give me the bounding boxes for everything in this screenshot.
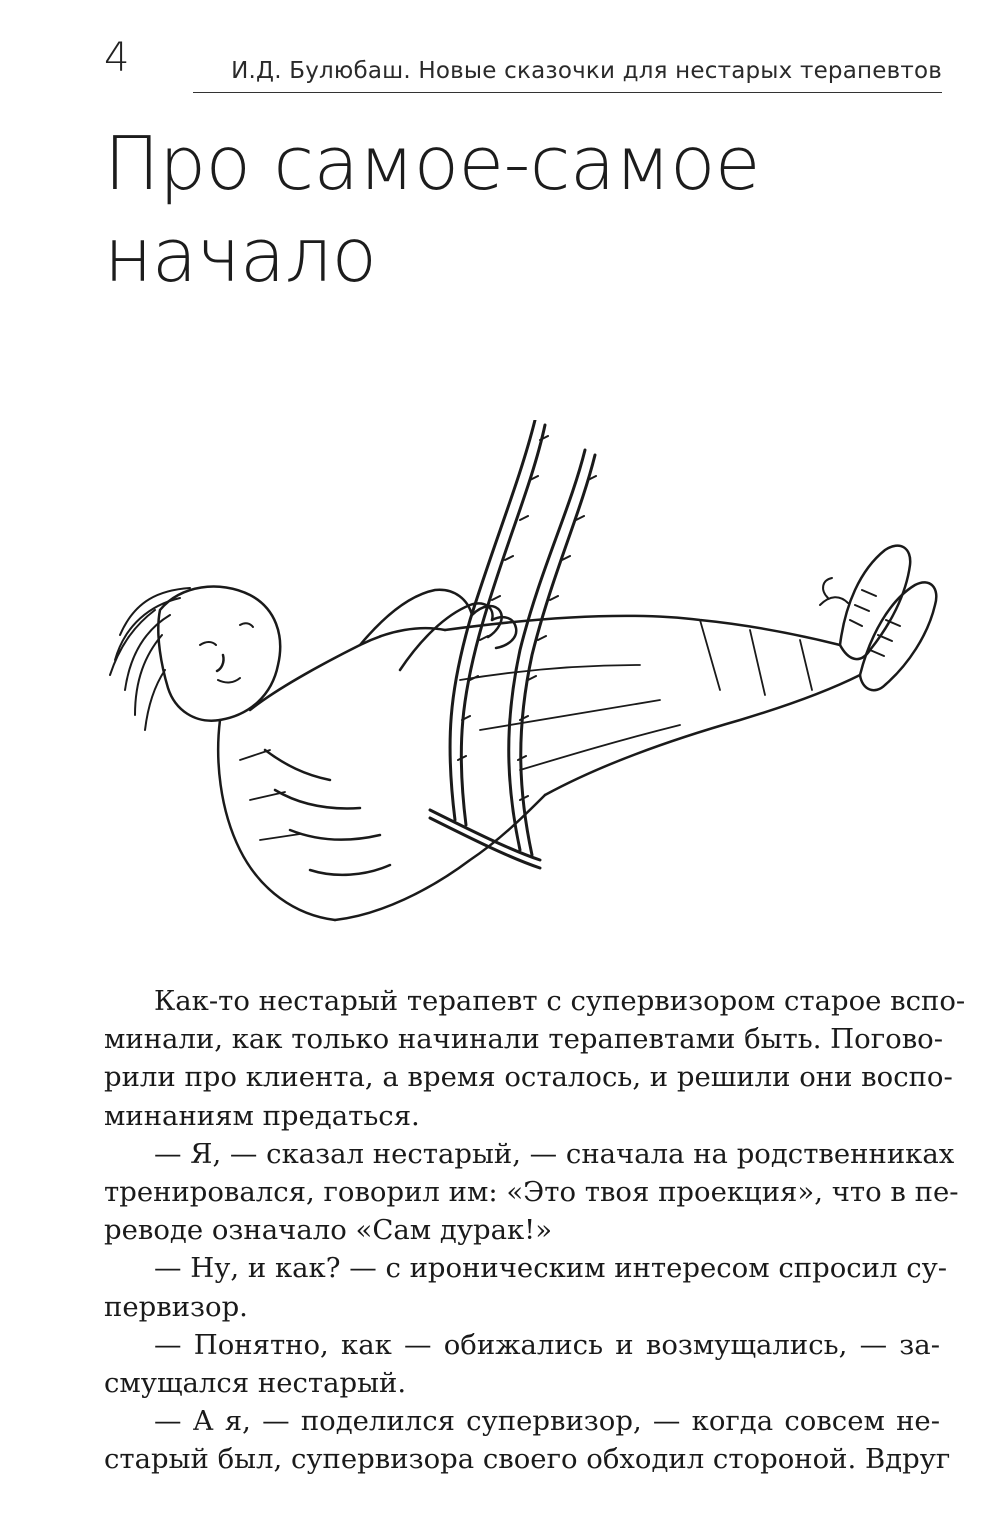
running-head: И.Д. Булюбаш. Новые сказочки для нестарых терапевтов	[231, 58, 942, 84]
body-line: рили про клиента, а время осталось, и решили они воспо-	[104, 1061, 953, 1094]
body-line: — Ну, и как? — с ироническим интересом спросил су-	[154, 1252, 948, 1285]
body-line: реводе означало «Сам дурак!»	[104, 1214, 553, 1247]
chapter-title-line-1: Про самое-самое	[104, 121, 760, 207]
figure-head	[110, 587, 280, 730]
swing-seat	[430, 810, 540, 868]
body-line: смущался нестарый.	[104, 1367, 407, 1400]
header-divider	[193, 92, 942, 93]
chapter-title	[104, 118, 964, 302]
body-line: первизор.	[104, 1290, 248, 1323]
body-line: тренировался, говорил им: «Это твоя проекция», что в пе-	[104, 1176, 959, 1209]
body-line: — Понятно, как — обижались и возмущались, — за-	[154, 1328, 940, 1361]
body-line: старый был, супервизора своего обходил стороной. Вдруг	[104, 1443, 951, 1476]
figure-body	[218, 590, 545, 920]
body-text	[104, 982, 966, 1479]
body-line: — А я, — поделился супервизор, — когда совсем не-	[154, 1405, 940, 1438]
body-line: минали, как только начинали терапевтами быть. Погово-	[104, 1023, 944, 1056]
body-line: — Я, — сказал нестарый, — сначала на родственниках	[154, 1137, 955, 1170]
chapter-title-line-2: начало	[104, 213, 377, 299]
figure-shoes	[820, 546, 936, 691]
swing-ropes	[450, 420, 596, 855]
page-number: 4	[104, 35, 130, 81]
body-line: Как-то нестарый терапевт с супервизором старое вспо-	[154, 985, 966, 1017]
body-line: минаниям предаться.	[104, 1099, 420, 1132]
swing-illustration	[100, 420, 945, 960]
